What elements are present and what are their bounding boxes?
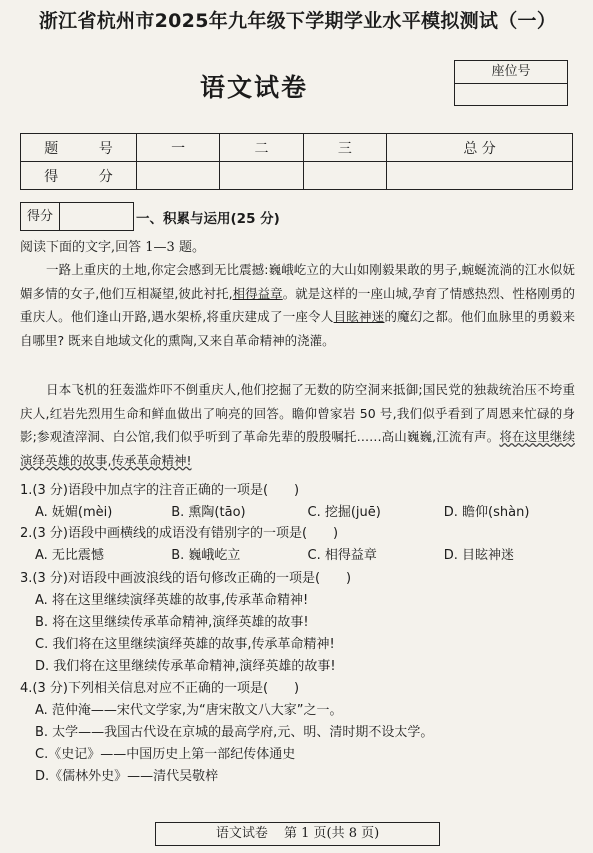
passage-text: 日本飞机的狂轰滥炸吓不倒重庆人,他们挖掘了无数的防空洞来抵御;国民党的独裁统治压不垮重庆人,红岩先烈用生命和鲜血做出了响亮的回答。瞻仰曾家岩 50 号,我们似乎看到了周恩来忙碌的身影;参观渣滓洞、白公馆,我们似乎听到了革命先辈的殷殷嘱托……高山巍巍,江流有声。 bbox=[20, 382, 575, 444]
option-c[interactable]: C. 我们将在这里继续演绎英雄的故事,传承革命精神! bbox=[35, 637, 335, 652]
page-footer bbox=[155, 822, 440, 846]
seat-number-label: 座位号 bbox=[455, 61, 567, 84]
section-score-label: 得分 bbox=[21, 203, 60, 230]
footer-page-number: 第 1 页(共 8 页) bbox=[283, 826, 380, 841]
passage-text: 一路上重庆的土地,你定会感到无比震撼:巍峨屹立的大山如刚毅果敢的男子,蜿蜒流淌的江水似妩媚多情的女子,他们互相凝望,彼此衬托, bbox=[20, 262, 575, 301]
option-c[interactable]: C. 相得益章 bbox=[307, 548, 377, 563]
section-2-header: 二 bbox=[220, 134, 303, 162]
total-score-header: 总 分 bbox=[387, 134, 573, 162]
option-b[interactable]: B. 将在这里继续传承革命精神,演绎英雄的故事! bbox=[35, 615, 309, 630]
passage-text: 。就是这样的一座山城,孕育了情感热烈、性格刚勇的重庆人。他们逢山开路,遇水架桥,将重庆建成了一座令人 bbox=[20, 285, 575, 324]
option-a[interactable]: A. 无比震憾 bbox=[35, 548, 104, 563]
section-3-score-cell[interactable] bbox=[303, 162, 386, 190]
score-table bbox=[20, 133, 573, 190]
section-1-score-cell[interactable] bbox=[137, 162, 220, 190]
section-3-header: 三 bbox=[303, 134, 386, 162]
options-row bbox=[20, 545, 580, 567]
score-row-label: 得 分 bbox=[21, 162, 137, 190]
score-table-header-row bbox=[21, 134, 573, 162]
section-2-score-cell[interactable] bbox=[220, 162, 303, 190]
option-a[interactable]: A. 将在这里继续演绎英雄的故事,传承革命精神! bbox=[35, 593, 309, 608]
option-b[interactable]: B. 巍峨屹立 bbox=[171, 548, 241, 563]
question-1 bbox=[20, 480, 580, 524]
wavy-underlined-sentence: 将在这里继续演绎英雄的故事,传承革命精神! bbox=[20, 429, 575, 468]
option-b[interactable]: B. 熏陶(tāo) bbox=[171, 505, 246, 520]
option-c[interactable]: C. 挖掘(juē) bbox=[307, 505, 381, 520]
question-stem: 1.(3 分)语段中加点字的注音正确的一项是( ) bbox=[20, 483, 300, 498]
seat-number-box bbox=[454, 60, 568, 106]
footer-subject: 语文试卷 bbox=[215, 826, 268, 841]
option-d[interactable]: D. 目眩神迷 bbox=[443, 548, 515, 563]
options-row bbox=[20, 502, 580, 524]
option-a[interactable]: A. 妩媚(mèi) bbox=[35, 505, 113, 520]
question-stem: 4.(3 分)下列相关信息对应不正确的一项是( ) bbox=[20, 681, 300, 696]
question-2 bbox=[20, 523, 580, 567]
subject-title: 语文试卷 bbox=[200, 73, 309, 102]
option-c[interactable]: C.《史记》——中国历史上第一部纪传体通史 bbox=[35, 747, 296, 762]
passage-paragraph-1 bbox=[20, 258, 575, 352]
section-score-cell[interactable] bbox=[60, 203, 133, 230]
question-stem: 3.(3 分)对语段中画波浪线的语句修改正确的一项是( ) bbox=[20, 571, 352, 586]
section-score-box bbox=[20, 202, 134, 231]
underlined-idiom: 目眩神迷 bbox=[333, 309, 385, 324]
question-4 bbox=[20, 678, 580, 788]
option-d[interactable]: D. 我们将在这里继续传承革命精神,演绎英雄的故事! bbox=[35, 659, 336, 674]
passage-text: 的魔幻之都。他们血脉里的勇毅来自哪里? 既来自地域文化的熏陶,又来自革命精神的浇灌。 bbox=[20, 309, 575, 348]
score-table-score-row bbox=[21, 162, 573, 190]
question-number-label: 题 号 bbox=[21, 134, 137, 162]
passage-paragraph-2 bbox=[20, 378, 575, 472]
question-3 bbox=[20, 568, 580, 678]
option-d[interactable]: D.《儒林外史》——清代吴敬梓 bbox=[35, 769, 219, 784]
option-b[interactable]: B. 太学——我国古代设在京城的最高学府,元、明、清时期不设太学。 bbox=[35, 725, 434, 740]
option-a[interactable]: A. 范仲淹——宋代文学家,为“唐宋散文八大家”之一。 bbox=[35, 703, 343, 718]
section-heading: 一、积累与运用(25 分) bbox=[136, 211, 280, 227]
underlined-idiom: 相得益章 bbox=[232, 285, 283, 301]
total-score-cell[interactable] bbox=[387, 162, 573, 190]
option-d[interactable]: D. 瞻仰(shàn) bbox=[443, 505, 530, 520]
exam-title: 浙江省杭州市2025年九年级下学期学业水平模拟测试（一） bbox=[38, 10, 557, 32]
question-stem: 2.(3 分)语段中画横线的成语没有错别字的一项是( ) bbox=[20, 526, 339, 541]
section-1-header: 一 bbox=[137, 134, 220, 162]
reading-instruction: 阅读下面的文字,回答 1—3 题。 bbox=[20, 240, 205, 255]
